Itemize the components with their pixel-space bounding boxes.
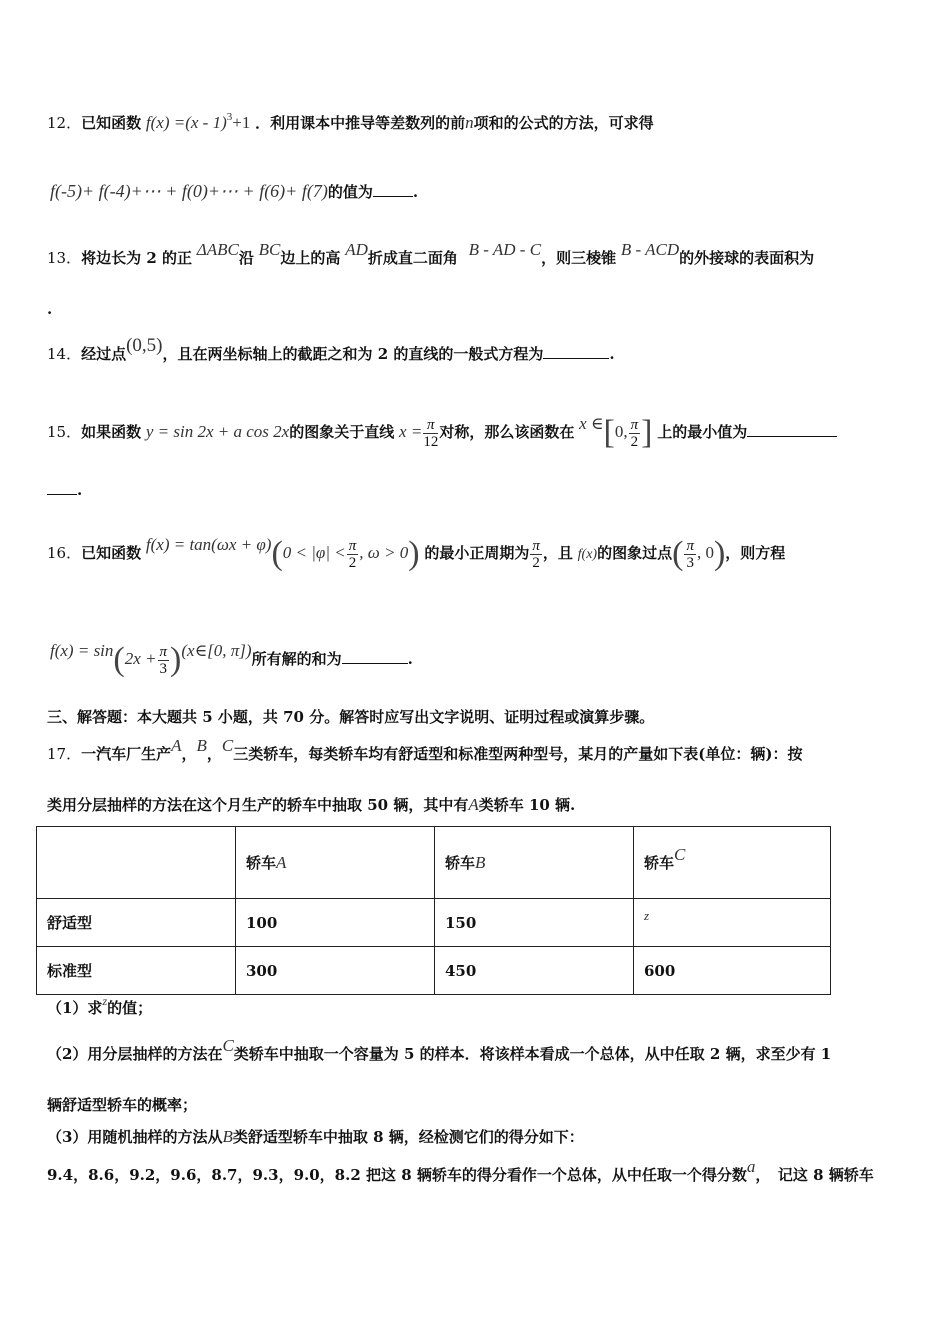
- right-paren: ): [408, 535, 420, 572]
- q16-equation-a: f(x) = sin: [50, 641, 114, 660]
- q16-condition-a: 0 < |φ| <: [282, 543, 346, 562]
- q12-period: .: [412, 183, 419, 201]
- q15-text-c: 对称，那么该函数在: [439, 423, 575, 441]
- right-paren: ): [713, 535, 726, 572]
- part3-text-b: 类舒适型轿车中抽取 8 辆，经检测它们的得分如下：: [232, 1128, 584, 1146]
- part3-scores: 9.4，8.6，9.2，9.6，8.7，9.3，9.0，8.2 把这 8 辆轿车的得分看作一个总体，从中任取一个得分数: [47, 1166, 747, 1184]
- right-paren: ): [170, 641, 182, 678]
- q15-period: .: [77, 481, 83, 499]
- part1-text-b: 的值；: [107, 999, 153, 1017]
- q15-text-b: 的图象关于直线: [289, 423, 395, 441]
- pi-symbol: π: [630, 416, 639, 433]
- question-number: 13．: [47, 249, 82, 267]
- header-label: 轿车: [445, 854, 476, 872]
- part-3-line-1: [47, 1126, 902, 1148]
- question-number: 14．: [47, 345, 82, 363]
- q15-interval-start: 0,: [614, 422, 628, 441]
- table-header-cell: [634, 827, 831, 899]
- answer-blank: [747, 422, 837, 437]
- table-header-cell: [236, 827, 435, 899]
- table-cell: 450: [435, 947, 634, 995]
- q14-text-b: ，且在两坐标轴上的截距之和为 2 的直线的一般式方程为: [162, 345, 544, 363]
- table-header-cell: [37, 827, 236, 899]
- q12-sum-expression: f(-5)+ f(-4)+⋯ + f(0)+⋯ + f(6)+ f(7): [50, 181, 328, 201]
- q12-n: n: [465, 113, 474, 132]
- q16-fx: f(x): [577, 547, 598, 562]
- q13-line-2: [47, 298, 902, 320]
- answer-blank: [543, 344, 609, 359]
- q13-ad: AD: [345, 240, 368, 259]
- part3-text-d: ， 记这 8 辆轿车: [755, 1166, 874, 1184]
- q17-line-1: [47, 736, 902, 765]
- separator: ，: [181, 745, 197, 763]
- q17-text-b: 三类轿车，每类轿车均有舒适型和标准型两种型号，某月的产量如下表(单位：辆)：按: [233, 745, 803, 763]
- q16-period-fraction: [530, 538, 542, 571]
- q12-text-c: 项和的公式的方法，可求得: [473, 114, 654, 132]
- q17-line-2: [47, 794, 902, 816]
- var-b: B: [222, 1127, 233, 1146]
- q15-text-d: 上的最小值为: [657, 423, 748, 441]
- answer-blank: [342, 649, 408, 664]
- var-a: A: [276, 853, 287, 872]
- var-b: B: [196, 736, 207, 755]
- part1-text-a: （1）求: [47, 999, 103, 1017]
- q14-line: [47, 335, 902, 365]
- q16-equation-fraction: [158, 644, 170, 677]
- left-paren: (: [672, 535, 684, 572]
- pi-symbol: π: [686, 537, 694, 554]
- q16-text-b: 的最小正周期为: [424, 544, 530, 562]
- q15-x-equals: x =: [399, 422, 423, 441]
- q14-point: (0,5): [126, 335, 163, 356]
- q14-text-a: 经过点: [81, 345, 127, 363]
- row-label: 舒适型: [37, 899, 236, 947]
- q13-dihedral-angle: B - AD - C: [468, 240, 542, 259]
- header-label: 轿车: [246, 854, 277, 872]
- q16-function: f(x) = tan(ωx + φ): [145, 535, 272, 554]
- q13-text-b: 沿: [238, 249, 254, 267]
- q12-text-a: 已知函数: [81, 114, 142, 132]
- question-number: 16．: [47, 544, 82, 562]
- part-3-line-2: [47, 1157, 902, 1186]
- q16-equation-b: 2x +: [124, 649, 157, 668]
- pi-symbol: π: [159, 643, 168, 660]
- q13-pyramid: B - ACD: [620, 240, 680, 259]
- q12-text-d: 的值为: [327, 183, 373, 201]
- table-cell: [634, 899, 831, 947]
- q15-x-in: x ∈: [579, 414, 604, 433]
- table-cell: 150: [435, 899, 634, 947]
- right-bracket: ]: [641, 414, 653, 451]
- question-number: 15．: [47, 423, 82, 441]
- q12-line-1: [47, 112, 902, 136]
- var-c: C: [222, 1036, 234, 1055]
- q13-line-1: [47, 240, 902, 269]
- q16-point-y: , 0: [696, 543, 714, 562]
- row-label: 标准型: [37, 947, 236, 995]
- q16-text-f: 所有解的和为: [251, 650, 342, 668]
- table-header-row: [37, 827, 831, 899]
- q12-text-b: ．利用课本中推导等差数列的前: [255, 114, 466, 132]
- q12-line-2: [50, 180, 902, 203]
- denominator: 2: [348, 554, 357, 571]
- q14-period: .: [609, 345, 615, 363]
- table-cell: 300: [236, 947, 435, 995]
- part3-text-a: （3）用随机抽样的方法从: [47, 1128, 223, 1146]
- question-number: 12．: [47, 114, 82, 132]
- answer-blank: [373, 182, 413, 197]
- q16-text-d: 的图象过点: [597, 544, 673, 562]
- table-cell: 600: [634, 947, 831, 995]
- table-row: [37, 899, 831, 947]
- production-table: [36, 826, 831, 995]
- q16-equation-domain: (x∈[0, π]): [181, 641, 252, 660]
- q13-text-c: 边上的高: [280, 249, 341, 267]
- q12-formula-tail: +1: [232, 113, 251, 132]
- var-z: z: [102, 994, 108, 1008]
- separator: ，: [206, 745, 222, 763]
- q16-period: .: [407, 650, 413, 668]
- q15-text-a: 如果函数: [81, 423, 142, 441]
- var-b: B: [475, 853, 486, 872]
- denominator: 3: [686, 554, 694, 571]
- q16-text-c: ，且: [542, 544, 573, 562]
- var-z: z: [644, 907, 650, 923]
- table-row: [37, 947, 831, 995]
- var-c: C: [674, 845, 686, 864]
- var-a: A: [171, 736, 182, 755]
- q13-text-e: ，则三棱锥: [541, 249, 617, 267]
- q13-text-f: 的外接球的表面积为: [679, 249, 815, 267]
- var-a-lower: a: [746, 1157, 756, 1176]
- question-number: 17．: [47, 745, 82, 763]
- q16-line-1: [47, 520, 902, 570]
- answer-blank: [47, 480, 77, 495]
- part-2-line-2: 辆舒适型轿车的概率；: [47, 1096, 198, 1114]
- var-a: A: [468, 795, 479, 814]
- denominator: 12: [423, 433, 439, 450]
- q12-exponent: 3: [226, 111, 233, 123]
- table-header-cell: [435, 827, 634, 899]
- q15-line-1: [47, 400, 902, 451]
- q17-text-d: 类轿车 10 辆.: [478, 796, 576, 814]
- q13-period: .: [47, 300, 53, 318]
- q13-text-d: 折成直二面角: [367, 249, 458, 267]
- q16-condition-fraction: [347, 538, 359, 571]
- header-label: 轿车: [644, 854, 675, 872]
- q16-point-fraction: [684, 538, 696, 571]
- table-cell: 100: [236, 899, 435, 947]
- q16-condition-b: , ω > 0: [359, 543, 409, 562]
- q13-bc: BC: [258, 240, 281, 259]
- q15-function: y = sin 2x + a cos 2x: [145, 422, 290, 441]
- q15-line-2: [47, 479, 902, 501]
- q17-text-a: 一汽车厂生产: [81, 745, 172, 763]
- q17-text-c: 类用分层抽样的方法在这个月生产的轿车中抽取 50 辆，其中有: [47, 796, 469, 814]
- pi-symbol: π: [423, 417, 438, 434]
- denominator: 3: [159, 660, 168, 677]
- part-2-line-1: [47, 1036, 902, 1065]
- q15-interval-end: [629, 417, 641, 450]
- section-heading: 三、解答题：本大题共 5 小题，共 70 分。解答时应写出文字说明、证明过程或演算步骤。: [47, 708, 655, 726]
- pi-symbol: π: [532, 537, 540, 554]
- part2-text-b: 类轿车中抽取一个容量为 5 的样本．将该样本看成一个总体，从中任取 2 辆，求至少有 1: [233, 1045, 832, 1063]
- pi-symbol: π: [348, 537, 357, 554]
- q13-text-a: 将边长为 2 的正: [81, 249, 192, 267]
- part2-text-a: （2）用分层抽样的方法在: [47, 1045, 223, 1063]
- left-bracket: [: [603, 414, 615, 451]
- left-paren: (: [113, 641, 125, 678]
- q16-text-a: 已知函数: [81, 544, 142, 562]
- denominator: 2: [630, 433, 639, 450]
- var-c: C: [221, 736, 234, 755]
- left-paren: (: [271, 535, 283, 572]
- q16-text-e: ，则方程: [725, 544, 786, 562]
- q12-formula: f(x) =(x - 1): [145, 113, 227, 132]
- part-1: [47, 994, 902, 1020]
- denominator: 2: [532, 554, 540, 571]
- q15-fraction: [423, 417, 438, 450]
- q16-line-2: [50, 626, 902, 676]
- q13-triangle: ΔABC: [196, 240, 239, 259]
